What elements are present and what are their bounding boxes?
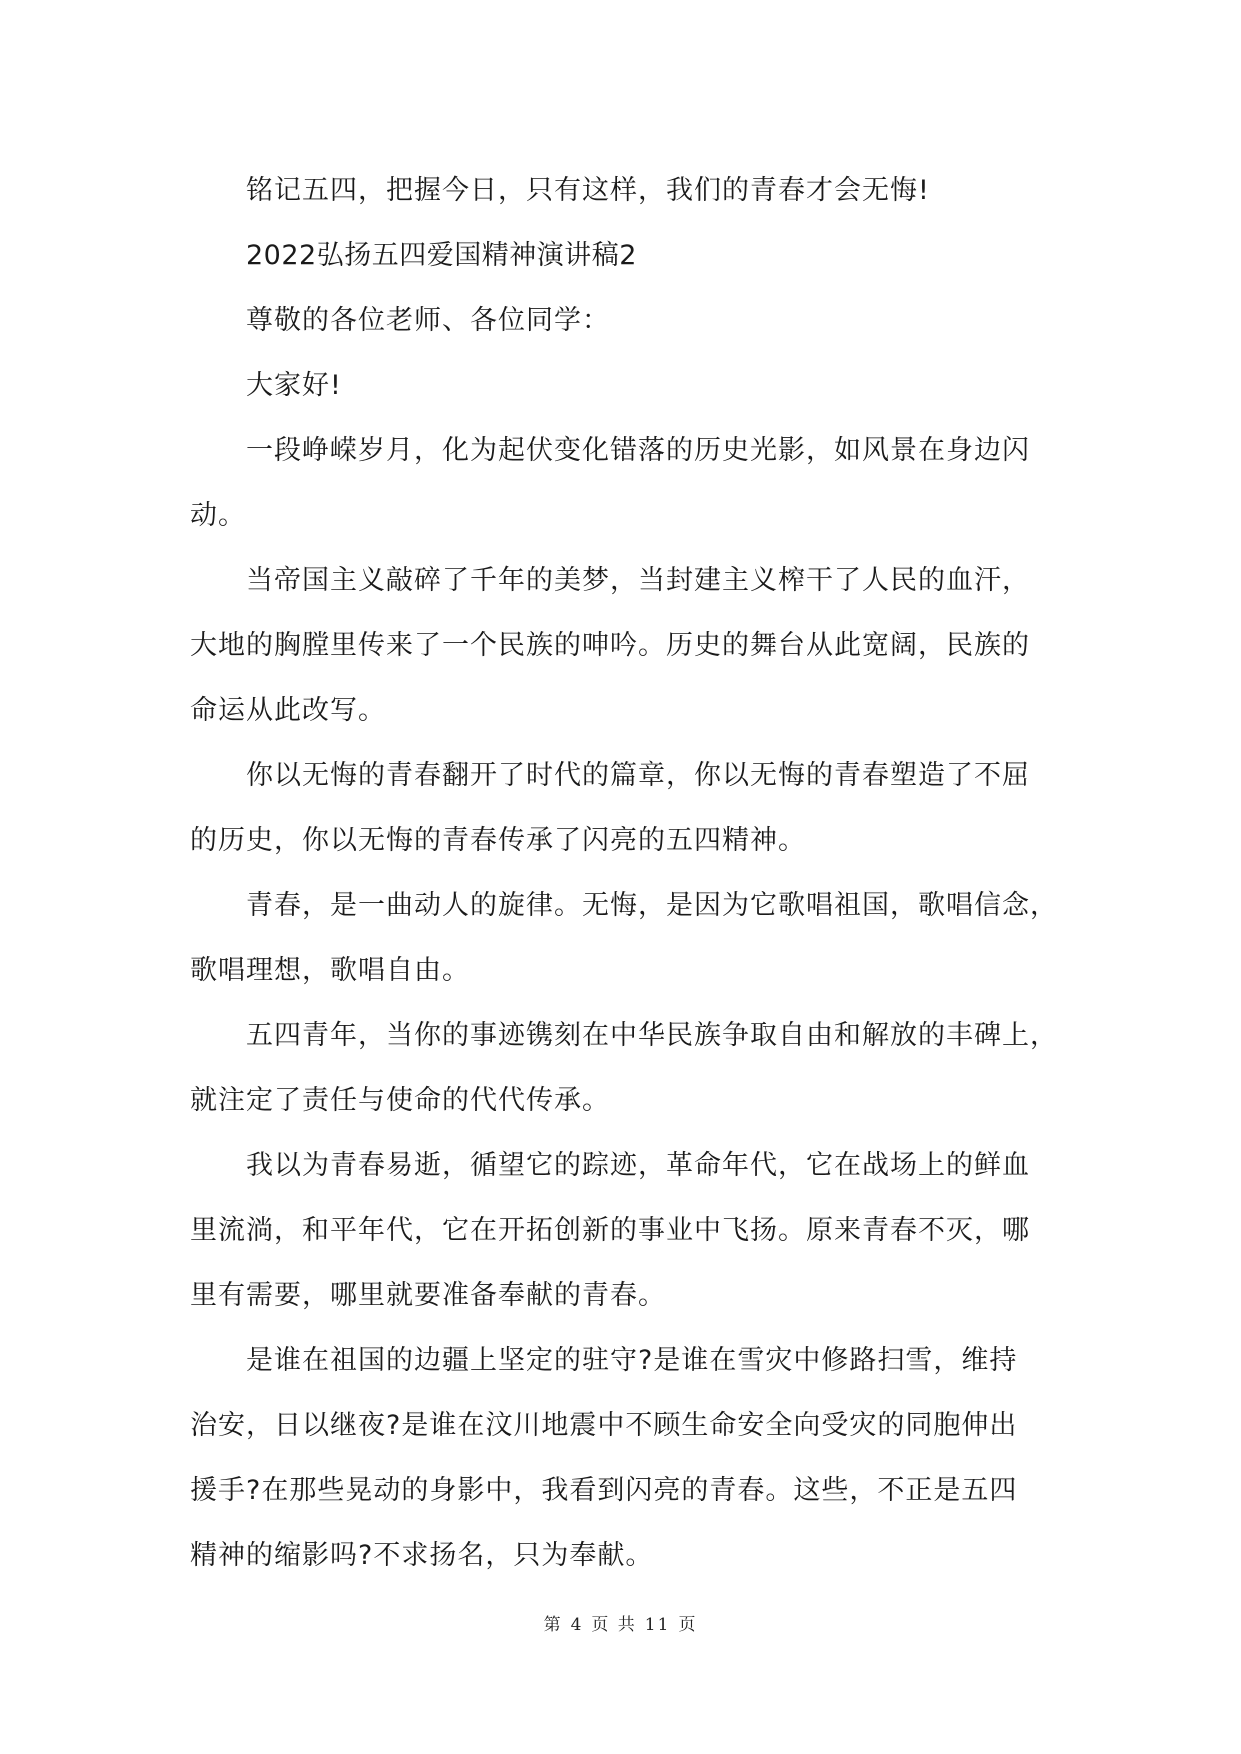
document-body [190, 158, 1058, 1588]
paragraph-line: 里流淌，和平年代，它在开拓创新的事业中飞扬。原来青春不灭，哪 [190, 1215, 1030, 1246]
salutation: 尊敬的各位老师、各位同学： [246, 305, 610, 336]
paragraph-line: 五四青年，当你的事迹镌刻在中华民族争取自由和解放的丰碑上， [246, 1020, 1058, 1051]
paragraph-line: 青春，是一曲动人的旋律。无悔，是因为它歌唱祖国，歌唱信念， [246, 890, 1058, 921]
total-page-count: 11 [644, 1615, 671, 1635]
paragraph-line: 就注定了责任与使命的代代传承。 [190, 1085, 610, 1116]
paragraph-line: 里有需要，哪里就要准备奉献的青春。 [190, 1280, 666, 1311]
paragraph-line: 是谁在祖国的边疆上坚定的驻守?是谁在雪灾中修路扫雪，维持 [246, 1345, 1018, 1376]
current-page-number: 4 [570, 1615, 584, 1635]
paragraph-line: 大地的胸膛里传来了一个民族的呻吟。历史的舞台从此宽阔，民族的 [190, 630, 1030, 661]
paragraph-line: 精神的缩影吗?不求扬名，只为奉献。 [190, 1540, 654, 1571]
paragraph-line: 动。 [190, 500, 246, 531]
footer-mid: 页 共 [591, 1615, 637, 1635]
paragraph-line: 当帝国主义敲碎了千年的美梦，当封建主义榨干了人民的血汗， [246, 565, 1030, 596]
paragraph-line: 援手?在那些晃动的身影中，我看到闪亮的青春。这些，不正是五四 [190, 1475, 1018, 1506]
paragraph-line: 的历史，你以无悔的青春传承了闪亮的五四精神。 [190, 825, 806, 856]
paragraph-line: 歌唱理想，歌唱自由。 [190, 955, 470, 986]
paragraph-line: 我以为青春易逝，循望它的踪迹，革命年代，它在战场上的鲜血 [246, 1150, 1030, 1181]
footer-suffix: 页 [678, 1615, 698, 1635]
footer-prefix: 第 [543, 1615, 563, 1635]
section-title: 2022弘扬五四爱国精神演讲稿2 [246, 240, 637, 271]
paragraph-line: 你以无悔的青春翻开了时代的篇章，你以无悔的青春塑造了不屈 [246, 760, 1030, 791]
page-number-footer [0, 1610, 1241, 1635]
paragraph-line: 一段峥嵘岁月，化为起伏变化错落的历史光影，如风景在身边闪 [246, 435, 1030, 466]
paragraph-line: 命运从此改写。 [190, 695, 386, 726]
greeting: 大家好! [246, 370, 342, 401]
paragraph-line: 治安，日以继夜?是谁在汶川地震中不顾生命安全向受灾的同胞伸出 [190, 1410, 1018, 1441]
paragraph-line: 铭记五四，把握今日，只有这样，我们的青春才会无悔! [246, 175, 930, 206]
